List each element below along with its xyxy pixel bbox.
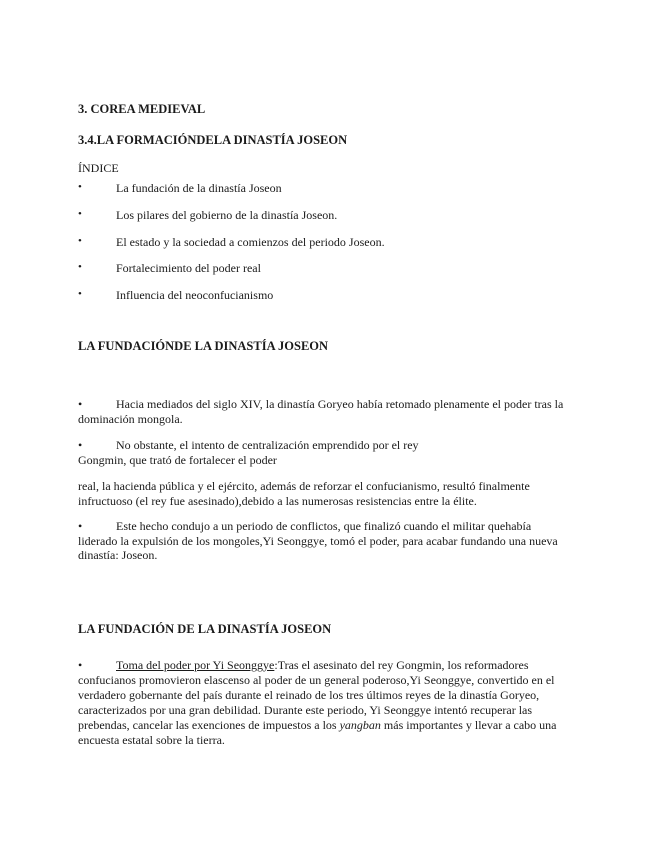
section-heading: LA FUNDACIÓNDE LA DINASTÍA JOSEON <box>78 339 329 353</box>
section-heading: LA FUNDACIÓN DE LA DINASTÍA JOSEON <box>78 622 332 636</box>
bullet: • <box>78 261 82 273</box>
paragraph-line: más importantes y llevar a cabo una <box>380 718 557 732</box>
paragraph <box>78 658 578 748</box>
paragraph-line: dominación mongola. <box>78 411 183 426</box>
paragraph <box>78 438 578 467</box>
paragraph <box>78 397 578 426</box>
paragraph-line: encuesta estatal sobre la tierra. <box>78 733 225 747</box>
bullet: • <box>78 519 83 533</box>
italic-term: yangban <box>339 718 381 732</box>
paragraph-line: Gongmin, que trató de fortalecer el poder <box>78 452 277 467</box>
underlined-lead: Toma del poder por Yi Seonggye <box>116 658 275 672</box>
paragraph-line: dinastía: Joseon. <box>78 548 158 563</box>
index-item: Fortalecimiento del poder real <box>116 261 261 275</box>
index-item: La fundación de la dinastía Joseon <box>116 181 282 195</box>
paragraph-line: real, la hacienda pública y el ejército, además de reforzar el confucianismo, resultó finalmente <box>78 479 530 493</box>
bullet: • <box>78 658 83 672</box>
paragraph-line: liderado la expulsión de los mongoles,Yi Seonggye, tomó el poder, para acabar fundando una nueva <box>78 533 558 548</box>
index-item: Influencia del neoconfucianismo <box>116 288 274 302</box>
paragraph-line: confucianos promovieron elascenso al poder de un general poderoso,Yi Seonggye, convertido en el <box>78 673 555 687</box>
bullet: • <box>78 208 82 220</box>
index-item: Los pilares del gobierno de la dinastía Joseon. <box>116 208 338 222</box>
paragraph-line: Hacia mediados del siglo XIV, la dinastía Goryeo había retomado plenamente el poder tras la <box>116 397 564 411</box>
bullet: • <box>78 235 82 247</box>
paragraph <box>78 479 578 508</box>
paragraph-line: No obstante, el intento de centralización emprendido por el rey <box>116 438 419 452</box>
paragraph-line: verdadero gobernante del país durante el reinado de los tres últimos reyes de la dinastía Goryeo, <box>78 688 540 702</box>
paragraph-line: infructuoso (el rey fue asesinado),debido a las numerosas resistencias entre la élite. <box>78 493 477 508</box>
index-item: El estado y la sociedad a comienzos del periodo Joseon. <box>116 235 385 249</box>
bullet: • <box>78 181 82 193</box>
index-label: ÍNDICE <box>78 161 119 175</box>
bullet: • <box>78 288 82 300</box>
subsection-title: 3.4.LA FORMACIÓNDELA DINASTÍA JOSEON <box>78 133 348 147</box>
paragraph-line: caracterizados por una gran debilidad. Durante este periodo, Yi Seonggye intentó recuperar las <box>78 703 533 717</box>
bullet: • <box>78 397 83 411</box>
paragraph-line: :Tras el asesinato del rey Gongmin, los reformadores <box>274 658 529 672</box>
bullet: • <box>78 438 83 452</box>
paragraph-line: prebendas, cancelar las exenciones de impuestos a los <box>78 718 340 732</box>
paragraph <box>78 519 578 563</box>
paragraph-line: Este hecho condujo a un periodo de conflictos, que finalizó cuando el militar quehabía <box>116 519 532 533</box>
section-title: 3. COREA MEDIEVAL <box>78 102 206 116</box>
